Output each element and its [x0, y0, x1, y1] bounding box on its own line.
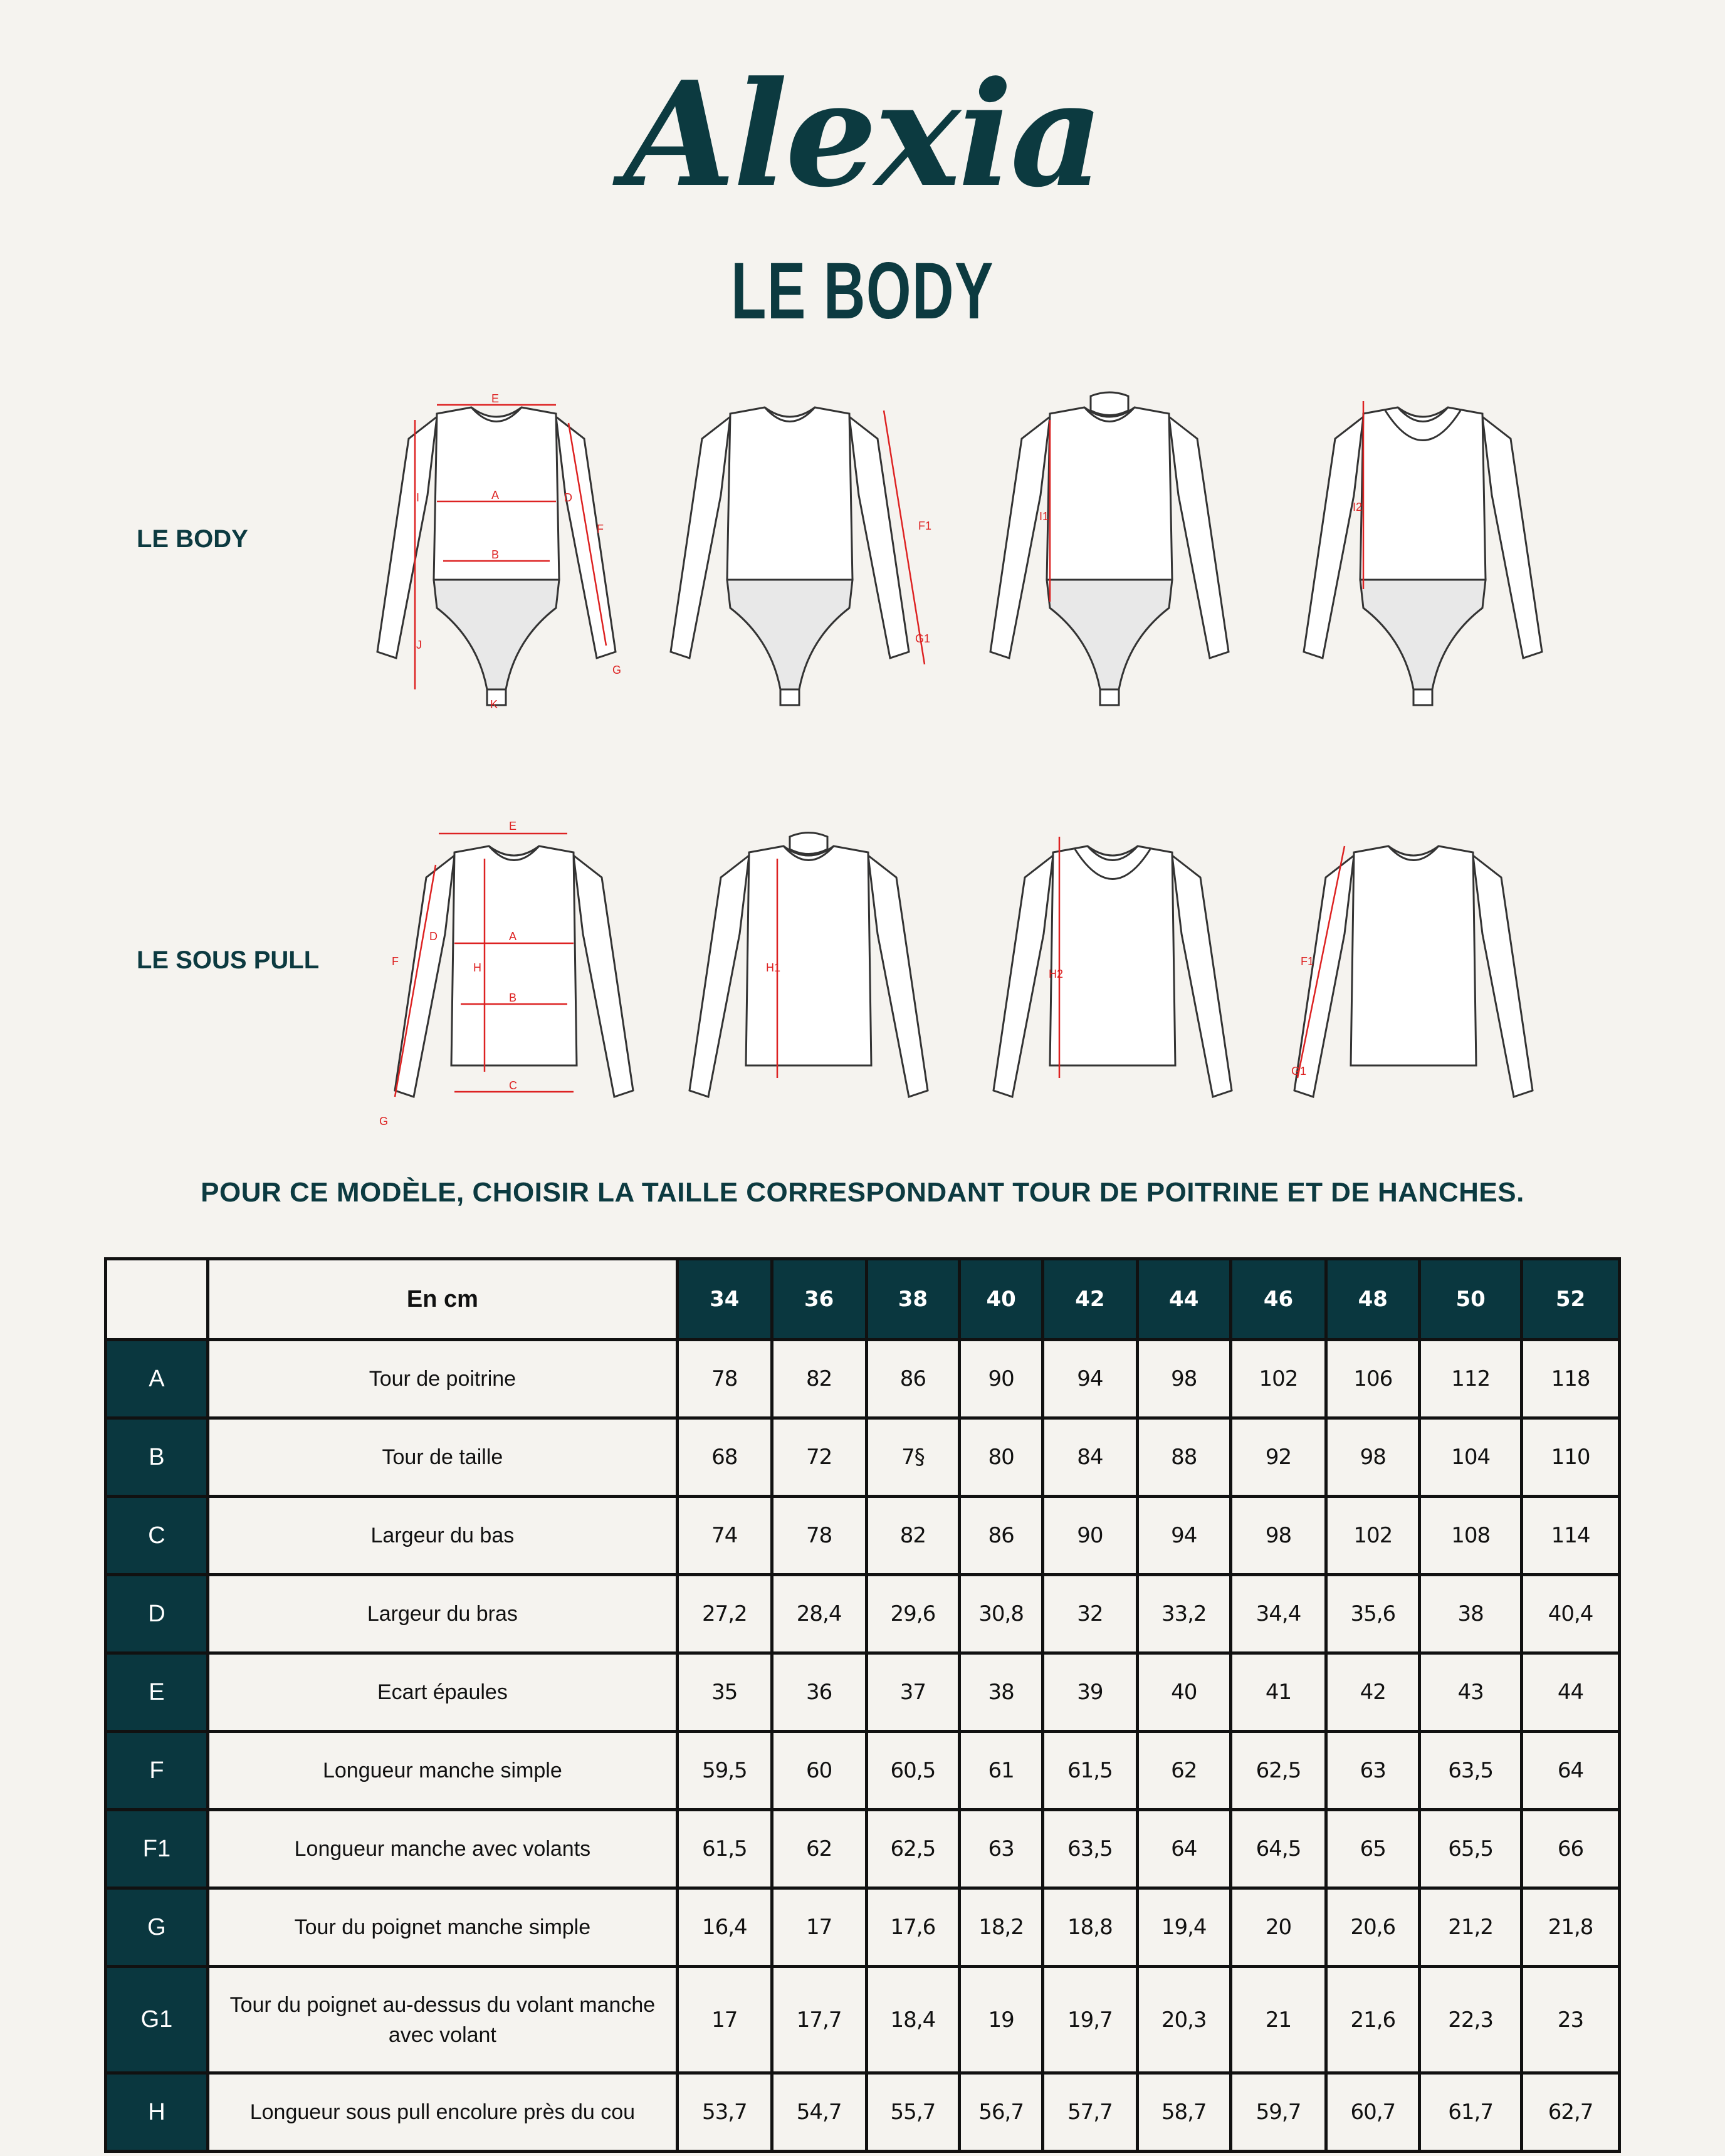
- measure-value: 42: [1326, 1653, 1420, 1732]
- size-header: 40: [960, 1259, 1043, 1340]
- svg-text:I1: I1: [1039, 510, 1049, 523]
- svg-text:F1: F1: [918, 520, 932, 532]
- measure-value: 36: [772, 1653, 866, 1732]
- svg-text:H: H: [473, 961, 481, 974]
- measure-value: 19,7: [1043, 1967, 1138, 2073]
- table-row: [106, 1653, 1620, 1732]
- svg-text:B: B: [509, 992, 517, 1004]
- measure-value: 21,2: [1420, 1888, 1522, 1967]
- svg-text:I: I: [416, 491, 420, 504]
- measure-value: 106: [1326, 1340, 1420, 1418]
- measure-value: 40: [1137, 1653, 1230, 1732]
- measure-value: 90: [960, 1340, 1043, 1418]
- measure-value: 104: [1420, 1418, 1522, 1497]
- measure-value: 20: [1230, 1888, 1326, 1967]
- measure-value: 65: [1326, 1810, 1420, 1888]
- measure-value: 40,4: [1522, 1575, 1620, 1653]
- table-row: [106, 1340, 1620, 1418]
- table-row: [106, 1967, 1620, 2073]
- measure-value: 63,5: [1043, 1810, 1138, 1888]
- table-row: [106, 1497, 1620, 1575]
- measure-value: 17: [772, 1888, 866, 1967]
- measure-value: 65,5: [1420, 1810, 1522, 1888]
- measure-value: 62,5: [866, 1810, 960, 1888]
- measure-value: 44: [1522, 1653, 1620, 1732]
- measure-value: 90: [1043, 1497, 1138, 1575]
- svg-text:K: K: [490, 698, 498, 711]
- measure-value: 59,7: [1230, 2073, 1326, 2152]
- body-figure-4: [1304, 401, 1542, 705]
- measure-value: 118: [1522, 1340, 1620, 1418]
- size-instruction-note: POUR CE MODÈLE, CHOISIR LA TAILLE CORRESPONDANT TOUR DE POITRINE ET DE HANCHES.: [201, 1177, 1524, 1208]
- svg-text:F: F: [597, 523, 604, 535]
- measure-value: 66: [1522, 1810, 1620, 1888]
- measure-value: 82: [772, 1340, 866, 1418]
- measure-value: 61,5: [1043, 1732, 1138, 1810]
- measure-code: H: [106, 2073, 208, 2152]
- measure-value: 102: [1326, 1497, 1420, 1575]
- measure-code: E: [106, 1653, 208, 1732]
- measure-value: 98: [1230, 1497, 1326, 1575]
- measure-value: 35,6: [1326, 1575, 1420, 1653]
- measure-value: 18,8: [1043, 1888, 1138, 1967]
- size-header: 36: [772, 1259, 866, 1340]
- table-row: [106, 1810, 1620, 1888]
- measure-code: C: [106, 1497, 208, 1575]
- svg-text:E: E: [509, 820, 517, 832]
- svg-text:F: F: [392, 955, 399, 968]
- measure-value: 29,6: [866, 1575, 960, 1653]
- measure-value: 20,3: [1137, 1967, 1230, 2073]
- measure-label: Longueur sous pull encolure près du cou: [207, 2073, 677, 2152]
- measure-value: 21,8: [1522, 1888, 1620, 1967]
- measure-value: 61,7: [1420, 2073, 1522, 2152]
- measure-value: 30,8: [960, 1575, 1043, 1653]
- measure-value: 57,7: [1043, 2073, 1138, 2152]
- svg-text:D: D: [429, 930, 438, 943]
- table-row: [106, 1418, 1620, 1497]
- sous-pull-figure-4: [1291, 846, 1533, 1097]
- measure-label: Longueur manche avec volants: [207, 1810, 677, 1888]
- svg-text:H1: H1: [766, 961, 781, 974]
- measure-value: 63,5: [1420, 1732, 1522, 1810]
- svg-text:G1: G1: [1291, 1065, 1307, 1077]
- measure-value: 110: [1522, 1418, 1620, 1497]
- measure-value: 112: [1420, 1340, 1522, 1418]
- measure-value: 62,7: [1522, 2073, 1620, 2152]
- measure-code: G: [106, 1888, 208, 1967]
- size-header: 50: [1420, 1259, 1522, 1340]
- measure-value: 84: [1043, 1418, 1138, 1497]
- measure-code: A: [106, 1340, 208, 1418]
- size-header: 52: [1522, 1259, 1620, 1340]
- measure-value: 63: [960, 1810, 1043, 1888]
- svg-text:G: G: [379, 1115, 389, 1128]
- measure-value: 19,4: [1137, 1888, 1230, 1967]
- size-header: 46: [1230, 1259, 1326, 1340]
- measure-value: 38: [1420, 1575, 1522, 1653]
- measure-value: 37: [866, 1653, 960, 1732]
- measure-value: 60,7: [1326, 2073, 1420, 2152]
- measure-value: 27,2: [677, 1575, 772, 1653]
- measure-value: 92: [1230, 1418, 1326, 1497]
- svg-text:I2: I2: [1353, 501, 1363, 513]
- measure-value: 61,5: [677, 1810, 772, 1888]
- brand-title: Alexia: [624, 50, 1101, 219]
- table-header-row: [106, 1259, 1620, 1340]
- measure-value: 7§: [866, 1418, 960, 1497]
- measure-value: 54,7: [772, 2073, 866, 2152]
- svg-text:G: G: [612, 664, 622, 676]
- size-header: 44: [1137, 1259, 1230, 1340]
- measure-label: Tour de taille: [207, 1418, 677, 1497]
- sous-pull-figure-3: [994, 837, 1232, 1097]
- measure-value: 59,5: [677, 1732, 772, 1810]
- measure-code: G1: [106, 1967, 208, 2073]
- measure-value: 23: [1522, 1967, 1620, 2073]
- measure-label: Largeur du bas: [207, 1497, 677, 1575]
- svg-text:E: E: [491, 392, 500, 405]
- page-subtitle: LE BODY: [731, 246, 994, 336]
- size-header: 34: [677, 1259, 772, 1340]
- measure-value: 17,6: [866, 1888, 960, 1967]
- measure-value: 32: [1043, 1575, 1138, 1653]
- measure-value: 39: [1043, 1653, 1138, 1732]
- measure-value: 62: [772, 1810, 866, 1888]
- measure-value: 63: [1326, 1732, 1420, 1810]
- svg-text:D: D: [564, 491, 572, 504]
- svg-text:B: B: [491, 548, 500, 561]
- measure-value: 21: [1230, 1967, 1326, 2073]
- measure-label: Tour de poitrine: [207, 1340, 677, 1418]
- table-row: [106, 2073, 1620, 2152]
- svg-text:J: J: [416, 639, 422, 651]
- measure-value: 62: [1137, 1732, 1230, 1810]
- measure-code: B: [106, 1418, 208, 1497]
- measure-value: 55,7: [866, 2073, 960, 2152]
- measure-value: 21,6: [1326, 1967, 1420, 2073]
- measure-label: Tour du poignet manche simple: [207, 1888, 677, 1967]
- measure-value: 53,7: [677, 2073, 772, 2152]
- measure-value: 56,7: [960, 2073, 1043, 2152]
- row-label-sous-pull: LE SOUS PULL: [137, 946, 320, 974]
- svg-text:A: A: [491, 489, 500, 501]
- measure-value: 20,6: [1326, 1888, 1420, 1967]
- measure-value: 18,2: [960, 1888, 1043, 1967]
- size-chart-table: [104, 1257, 1621, 2153]
- measure-label: Largeur du bras: [207, 1575, 677, 1653]
- measure-label: Tour du poignet au-dessus du volant manche avec volant: [207, 1967, 677, 2073]
- measure-value: 34,4: [1230, 1575, 1326, 1653]
- measure-value: 61: [960, 1732, 1043, 1810]
- measure-value: 74: [677, 1497, 772, 1575]
- unit-header: En cm: [207, 1259, 677, 1340]
- measure-value: 78: [772, 1497, 866, 1575]
- measure-value: 86: [960, 1497, 1043, 1575]
- measure-code: F: [106, 1732, 208, 1810]
- measure-value: 33,2: [1137, 1575, 1230, 1653]
- sous-pull-figure-2: [689, 833, 928, 1097]
- measure-value: 86: [866, 1340, 960, 1418]
- measure-value: 18,4: [866, 1967, 960, 2073]
- measure-value: 114: [1522, 1497, 1620, 1575]
- body-figure-1: [377, 392, 621, 711]
- measure-value: 98: [1137, 1340, 1230, 1418]
- measure-value: 102: [1230, 1340, 1326, 1418]
- measure-value: 62,5: [1230, 1732, 1326, 1810]
- svg-text:H2: H2: [1049, 968, 1064, 980]
- sous-pull-figure-1: [379, 820, 633, 1128]
- measure-code: F1: [106, 1810, 208, 1888]
- measure-value: 94: [1137, 1497, 1230, 1575]
- table-row: [106, 1732, 1620, 1810]
- measure-value: 17,7: [772, 1967, 866, 2073]
- size-header: 48: [1326, 1259, 1420, 1340]
- measure-value: 58,7: [1137, 2073, 1230, 2152]
- measure-value: 108: [1420, 1497, 1522, 1575]
- measure-value: 82: [866, 1497, 960, 1575]
- size-header: 38: [866, 1259, 960, 1340]
- table-row: [106, 1575, 1620, 1653]
- measure-value: 98: [1326, 1418, 1420, 1497]
- measure-code: D: [106, 1575, 208, 1653]
- measure-value: 22,3: [1420, 1967, 1522, 2073]
- measure-value: 28,4: [772, 1575, 866, 1653]
- table-corner-cell: [106, 1259, 208, 1340]
- measure-value: 78: [677, 1340, 772, 1418]
- measure-value: 60: [772, 1732, 866, 1810]
- size-header: 42: [1043, 1259, 1138, 1340]
- measure-value: 72: [772, 1418, 866, 1497]
- measure-value: 64,5: [1230, 1810, 1326, 1888]
- svg-text:A: A: [509, 930, 517, 943]
- measure-value: 43: [1420, 1653, 1522, 1732]
- body-figure-2: [671, 407, 931, 705]
- measure-value: 35: [677, 1653, 772, 1732]
- measure-value: 68: [677, 1418, 772, 1497]
- measure-label: Ecart épaules: [207, 1653, 677, 1732]
- measure-value: 19: [960, 1967, 1043, 2073]
- measure-value: 80: [960, 1418, 1043, 1497]
- measure-value: 60,5: [866, 1732, 960, 1810]
- measure-label: Longueur manche simple: [207, 1732, 677, 1810]
- measure-value: 88: [1137, 1418, 1230, 1497]
- measure-value: 17: [677, 1967, 772, 2073]
- body-figure-3: [990, 392, 1229, 705]
- row-label-body: LE BODY: [137, 525, 248, 553]
- svg-text:G1: G1: [915, 632, 931, 645]
- measure-value: 64: [1137, 1810, 1230, 1888]
- measure-value: 16,4: [677, 1888, 772, 1967]
- svg-text:F1: F1: [1301, 955, 1314, 968]
- measure-value: 41: [1230, 1653, 1326, 1732]
- measure-value: 94: [1043, 1340, 1138, 1418]
- svg-text:C: C: [509, 1079, 517, 1092]
- measure-value: 64: [1522, 1732, 1620, 1810]
- table-row: [106, 1888, 1620, 1967]
- measure-value: 38: [960, 1653, 1043, 1732]
